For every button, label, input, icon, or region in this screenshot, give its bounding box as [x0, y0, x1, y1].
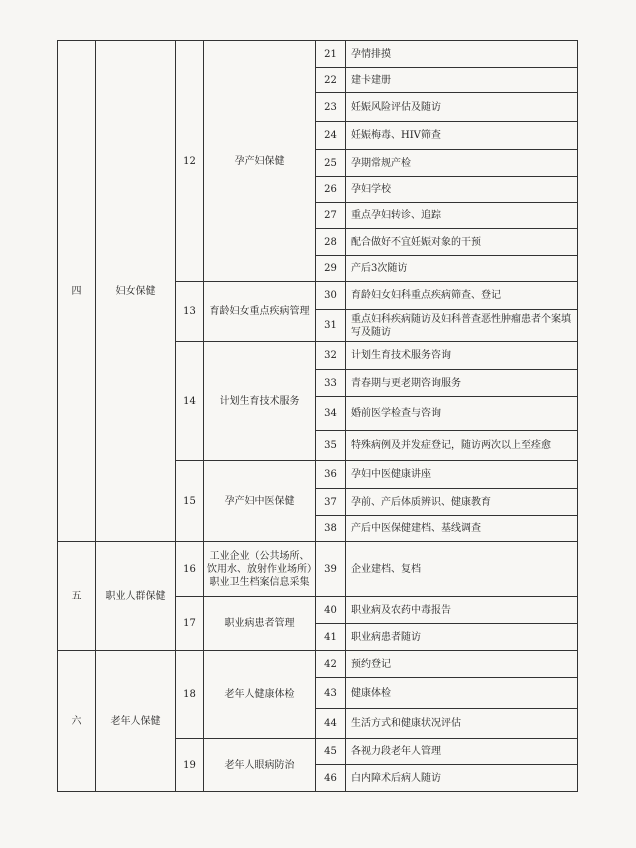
item-text: 企业建档、复档 — [346, 542, 578, 597]
item-number: 25 — [316, 150, 346, 177]
group-name: 工业企业（公共场所、饮用水、放射作业场所）职业卫生档案信息采集 — [204, 542, 316, 597]
table-row — [58, 41, 578, 68]
group-name: 老年人眼病防治 — [204, 739, 316, 792]
section-name: 妇女保健 — [96, 41, 176, 542]
item-number: 24 — [316, 122, 346, 150]
item-number: 30 — [316, 282, 346, 310]
item-text: 孕期常规产检 — [346, 150, 578, 177]
group-number: 16 — [176, 542, 204, 597]
section-number: 四 — [58, 41, 96, 542]
item-number: 40 — [316, 597, 346, 624]
item-text: 妊娠风险评估及随访 — [346, 93, 578, 122]
item-text: 白内障术后病人随访 — [346, 765, 578, 792]
item-number: 43 — [316, 678, 346, 709]
item-text: 产后中医保健建档、基线调查 — [346, 516, 578, 542]
item-text: 各视力段老年人管理 — [346, 739, 578, 765]
group-number: 12 — [176, 41, 204, 282]
group-name: 老年人健康体检 — [204, 651, 316, 739]
group-name: 职业病患者管理 — [204, 597, 316, 651]
item-number: 29 — [316, 256, 346, 282]
table-row — [58, 651, 578, 678]
section-name: 老年人保健 — [96, 651, 176, 792]
group-number: 18 — [176, 651, 204, 739]
item-number: 39 — [316, 542, 346, 597]
group-name: 孕产妇中医保健 — [204, 461, 316, 542]
item-text: 孕妇中医健康讲座 — [346, 461, 578, 489]
item-number: 31 — [316, 310, 346, 342]
item-text: 健康体检 — [346, 678, 578, 709]
item-number: 35 — [316, 431, 346, 461]
item-number: 22 — [316, 68, 346, 93]
item-number: 27 — [316, 203, 346, 229]
item-text: 青春期与更老期咨询服务 — [346, 370, 578, 397]
item-number: 34 — [316, 397, 346, 431]
item-text: 特殊病例及并发症登记，随访两次以上至痊愈 — [346, 431, 578, 461]
section-number: 五 — [58, 542, 96, 651]
services-table — [57, 40, 578, 792]
item-text: 婚前医学检查与咨询 — [346, 397, 578, 431]
group-number: 15 — [176, 461, 204, 542]
item-text: 重点孕妇转诊、追踪 — [346, 203, 578, 229]
item-text: 预约登记 — [346, 651, 578, 678]
item-text: 孕情排摸 — [346, 41, 578, 68]
item-number: 44 — [316, 709, 346, 739]
item-number: 32 — [316, 342, 346, 370]
group-number: 17 — [176, 597, 204, 651]
item-text: 职业病及农药中毒报告 — [346, 597, 578, 624]
item-text: 配合做好不宜妊娠对象的干预 — [346, 229, 578, 256]
item-text: 孕妇学校 — [346, 177, 578, 203]
group-name: 孕产妇保健 — [204, 41, 316, 282]
item-text: 生活方式和健康状况评估 — [346, 709, 578, 739]
group-number: 13 — [176, 282, 204, 342]
section-number: 六 — [58, 651, 96, 792]
item-number: 45 — [316, 739, 346, 765]
table-row — [58, 542, 578, 597]
group-name: 育龄妇女重点疾病管理 — [204, 282, 316, 342]
item-text: 职业病患者随访 — [346, 624, 578, 651]
item-number: 26 — [316, 177, 346, 203]
item-number: 28 — [316, 229, 346, 256]
item-number: 42 — [316, 651, 346, 678]
item-number: 33 — [316, 370, 346, 397]
section-name: 职业人群保健 — [96, 542, 176, 651]
item-text: 计划生育技术服务咨询 — [346, 342, 578, 370]
item-text: 重点妇科疾病随访及妇科普查恶性肿瘤患者个案填写及随访 — [346, 310, 578, 342]
item-number: 38 — [316, 516, 346, 542]
group-number: 14 — [176, 342, 204, 461]
item-text: 妊娠梅毒、HIV筛查 — [346, 122, 578, 150]
item-text: 孕前、产后体质辨识、健康教育 — [346, 489, 578, 516]
group-number: 19 — [176, 739, 204, 792]
services-table-body — [58, 41, 578, 792]
item-text: 育龄妇女妇科重点疾病筛查、登记 — [346, 282, 578, 310]
item-number: 46 — [316, 765, 346, 792]
item-text: 建卡建册 — [346, 68, 578, 93]
item-number: 36 — [316, 461, 346, 489]
item-number: 37 — [316, 489, 346, 516]
item-number: 41 — [316, 624, 346, 651]
group-name: 计划生育技术服务 — [204, 342, 316, 461]
item-number: 21 — [316, 41, 346, 68]
item-number: 23 — [316, 93, 346, 122]
item-text: 产后3次随访 — [346, 256, 578, 282]
